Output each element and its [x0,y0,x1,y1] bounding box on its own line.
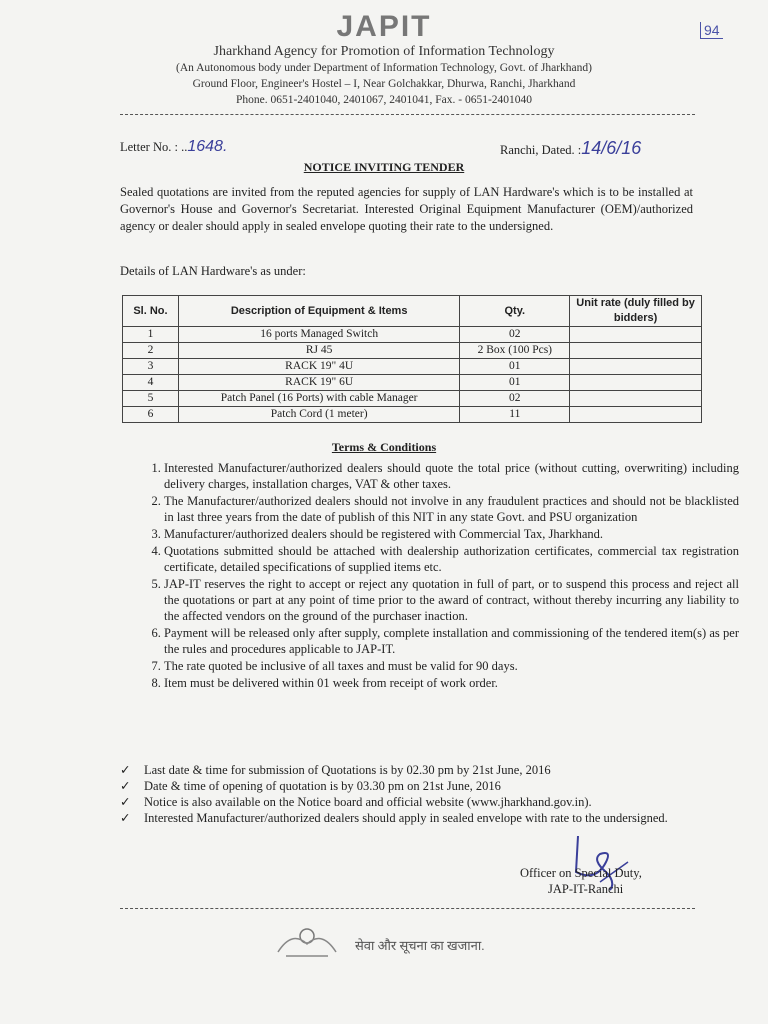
table-row [123,375,702,391]
footer-divider [120,908,695,909]
signatory-title: Officer on Special Duty, [520,866,642,880]
check-icon: ✓ [120,779,131,793]
term-item: 7. The rate quoted be inclusive of all taxes and must be valid for 90 days. [164,658,739,674]
cell-unit-rate [570,343,702,359]
signatory-office: JAP-IT-Ranchi [548,882,624,896]
header-unit-rate: Unit rate (duly filled by bidders) [570,296,702,327]
cell-unit-rate [570,327,702,343]
note-item [120,794,695,810]
cell-sl-no: 2 [123,343,179,359]
table-row [123,327,702,343]
cell-qty: 2 Box (100 Pcs) [460,343,570,359]
cell-unit-rate [570,375,702,391]
footer-motto: सेवा और सूचना का खजाना. [355,938,485,953]
cell-description: Patch Panel (16 Ports) with cable Manager [178,391,459,407]
note-item [120,810,695,826]
check-icon: ✓ [120,795,131,809]
header-qty: Qty. [460,296,570,327]
organization-name: Jharkhand Agency for Promotion of Information Technology [213,44,555,59]
term-item: 2. The Manufacturer/authorized dealers should not involve in any fraudulent practices and should not be blacklisted in last three years from the date of publish of this NIT in any state Govt. and PSU organization [164,493,739,525]
cell-description: RACK 19" 4U [178,359,459,375]
cell-qty: 01 [460,359,570,375]
note-text: Interested Manufacturer/authorized dealers should apply in sealed envelope with rate to the undersigned. [144,811,668,825]
term-item: 6. Payment will be released only after supply, complete installation and commissioning of the tendered item(s) as per the rules and procedures applicable to JAP-IT. [164,625,739,657]
cell-description: 16 ports Managed Switch [178,327,459,343]
term-item: 3. Manufacturer/authorized dealers should be registered with Commercial Tax, Jharkhand. [164,526,739,542]
header-divider [120,114,695,115]
terms-title: Terms & Conditions [331,440,437,454]
check-icon: ✓ [120,763,131,777]
cell-description: RJ 45 [178,343,459,359]
details-heading: Details of LAN Hardware's as under: [120,264,306,278]
emblem-icon [272,922,342,958]
cell-sl-no: 5 [123,391,179,407]
cell-qty: 11 [460,407,570,423]
organization-subtitle: (An Autonomous body under Department of Information Technology, Govt. of Jharkhand) [176,62,592,74]
cell-qty: 02 [460,391,570,407]
table-header-row [123,296,702,327]
term-item: 4. Quotations submitted should be attached with dealership authorization certificates, commercial tax registration certificate, detailed specifications of supplied items etc. [164,543,739,575]
note-text: Date & time of opening of quotation is by 03.30 pm on 21st June, 2016 [144,779,501,793]
term-item: 5. JAP-IT reserves the right to accept or reject any quotation in full of part, or to suspend this process and reject all the quotations or part at any point of time prior to the award of contract, without thereby incurring any liability to the affected vendors on the ground of the purchaser inaction. [164,576,739,624]
cell-description: RACK 19" 6U [178,375,459,391]
letter-date [500,138,641,159]
table-row [123,391,702,407]
note-text: Last date & time for submission of Quotations is by 02.30 pm by 21st June, 2016 [144,763,551,777]
notes-list [120,762,695,826]
cell-description: Patch Cord (1 meter) [178,407,459,423]
cell-unit-rate [570,407,702,423]
organization-phone: Phone. 0651-2401040, 2401067, 2401041, Fax. - 0651-2401040 [235,94,533,106]
cell-sl-no: 1 [123,327,179,343]
notice-intro: Sealed quotations are invited from the reputed agencies for supply of LAN Hardware's which is to be installed at Governor's House and Governor's Secretariat. Interested Original Equipment Manufacturer (OEM)/authorized agency or dealer should apply in sealed envelope quoting their rate to the undersigned. [120,185,693,233]
notice-title: NOTICE INVITING TENDER [303,160,465,174]
letter-number-value: 1648. [187,138,228,155]
table-row [123,407,702,423]
check-icon: ✓ [120,811,131,825]
cell-sl-no: 6 [123,407,179,423]
letter-number [120,138,227,156]
cell-qty: 02 [460,327,570,343]
table-row [123,359,702,375]
note-item [120,778,695,794]
note-item [120,762,695,778]
cell-unit-rate [570,359,702,375]
page-number: 94 [700,22,723,39]
term-item: 1. Interested Manufacturer/authorized dealers should quote the total price (without cutting, overwriting) including delivery charges, installation charges, VAT & other taxes. [164,460,739,492]
header-sl-no: Sl. No. [123,296,179,327]
note-text: Notice is also available on the Notice board and official website (www.jharkhand.gov.in). [144,795,592,809]
cell-qty: 01 [460,375,570,391]
letter-date-label: Ranchi, Dated. : [500,143,582,157]
header-description: Description of Equipment & Items [178,296,459,327]
letter-number-label: Letter No. : .. [120,140,188,154]
cell-sl-no: 3 [123,359,179,375]
table-row [123,343,702,359]
terms-list [120,460,739,692]
hardware-table [122,295,702,423]
cell-unit-rate [570,391,702,407]
term-item: 8. Item must be delivered within 01 week from receipt of work order. [164,675,739,691]
letter-date-value: 14/6/16 [581,138,642,158]
cell-sl-no: 4 [123,375,179,391]
organization-address: Ground Floor, Engineer's Hostel – I, Near Golchakkar, Dhurwa, Ranchi, Jharkhand [192,78,576,90]
japit-logo: JAPIT [336,10,432,43]
